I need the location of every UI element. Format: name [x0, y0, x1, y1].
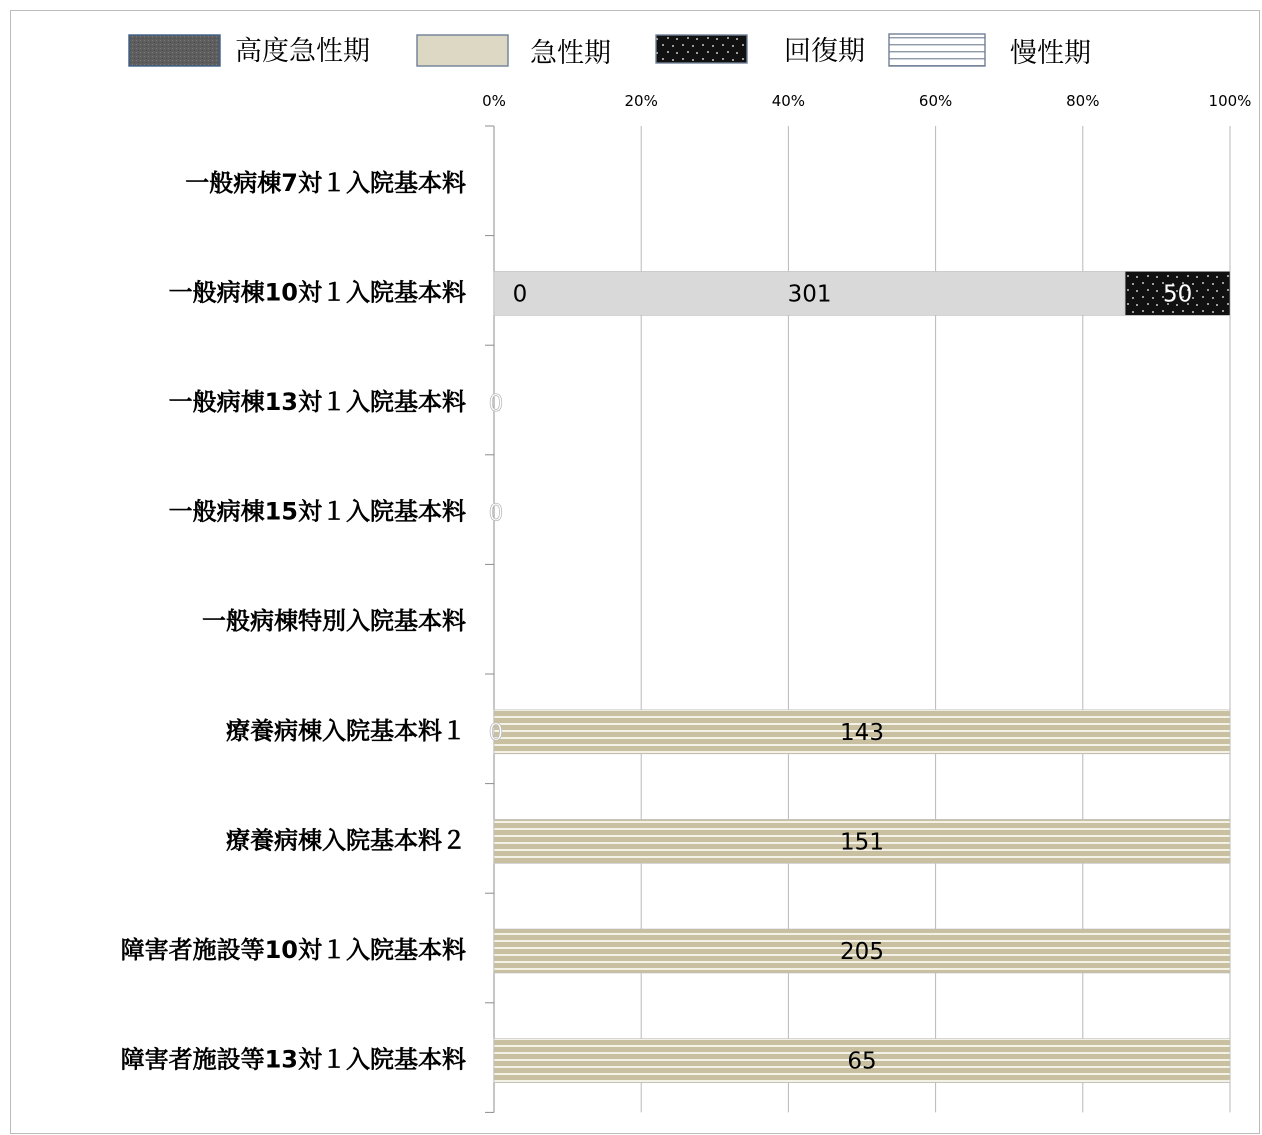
x-tick-label: 40% — [771, 92, 806, 110]
data-label: 151 — [840, 829, 884, 856]
data-label: 205 — [840, 939, 884, 965]
y-axis-category-labels — [121, 169, 466, 1074]
x-axis-tick-labels — [482, 92, 1251, 110]
category-label: 障害者施設等13対１入院基本料 — [120, 1045, 466, 1074]
x-tick-label: 0% — [482, 92, 506, 110]
legend — [129, 34, 1091, 69]
data-label: 0 — [512, 281, 528, 308]
legend-label: 高度急性期 — [235, 36, 370, 67]
data-label: 65 — [847, 1048, 877, 1075]
legend-label: 急性期 — [530, 38, 611, 69]
data-label: 50 — [1162, 281, 1193, 308]
category-label: 一般病棟15対１入院基本料 — [168, 497, 466, 526]
category-label: 障害者施設等10対１入院基本料 — [120, 936, 466, 964]
category-label: 療養病棟入院基本料２ — [226, 826, 466, 855]
data-label: 0 — [488, 391, 504, 417]
legend-label: 慢性期 — [1010, 38, 1091, 69]
legend-swatch — [656, 35, 747, 63]
category-label: 療養病棟入院基本料１ — [226, 716, 466, 745]
legend-swatch — [129, 35, 220, 66]
x-tick-label: 60% — [918, 92, 953, 110]
x-tick-label: 20% — [624, 92, 658, 110]
data-label: 143 — [840, 719, 884, 746]
data-label: 0 — [488, 500, 504, 527]
legend-swatch — [889, 34, 985, 66]
category-label: 一般病棟特別入院基本料 — [202, 607, 466, 636]
category-label: 一般病棟7対１入院基本料 — [185, 168, 466, 197]
category-label: 一般病棟10対１入院基本料 — [168, 278, 466, 307]
legend-swatch — [417, 35, 508, 66]
legend-label: 回復期 — [784, 36, 865, 67]
category-label: 一般病棟13対１入院基本料 — [168, 388, 466, 416]
x-tick-label: 80% — [1066, 92, 1100, 110]
data-label: 0 — [488, 719, 504, 746]
x-tick-label: 100% — [1208, 92, 1252, 110]
data-label: 301 — [787, 281, 832, 308]
